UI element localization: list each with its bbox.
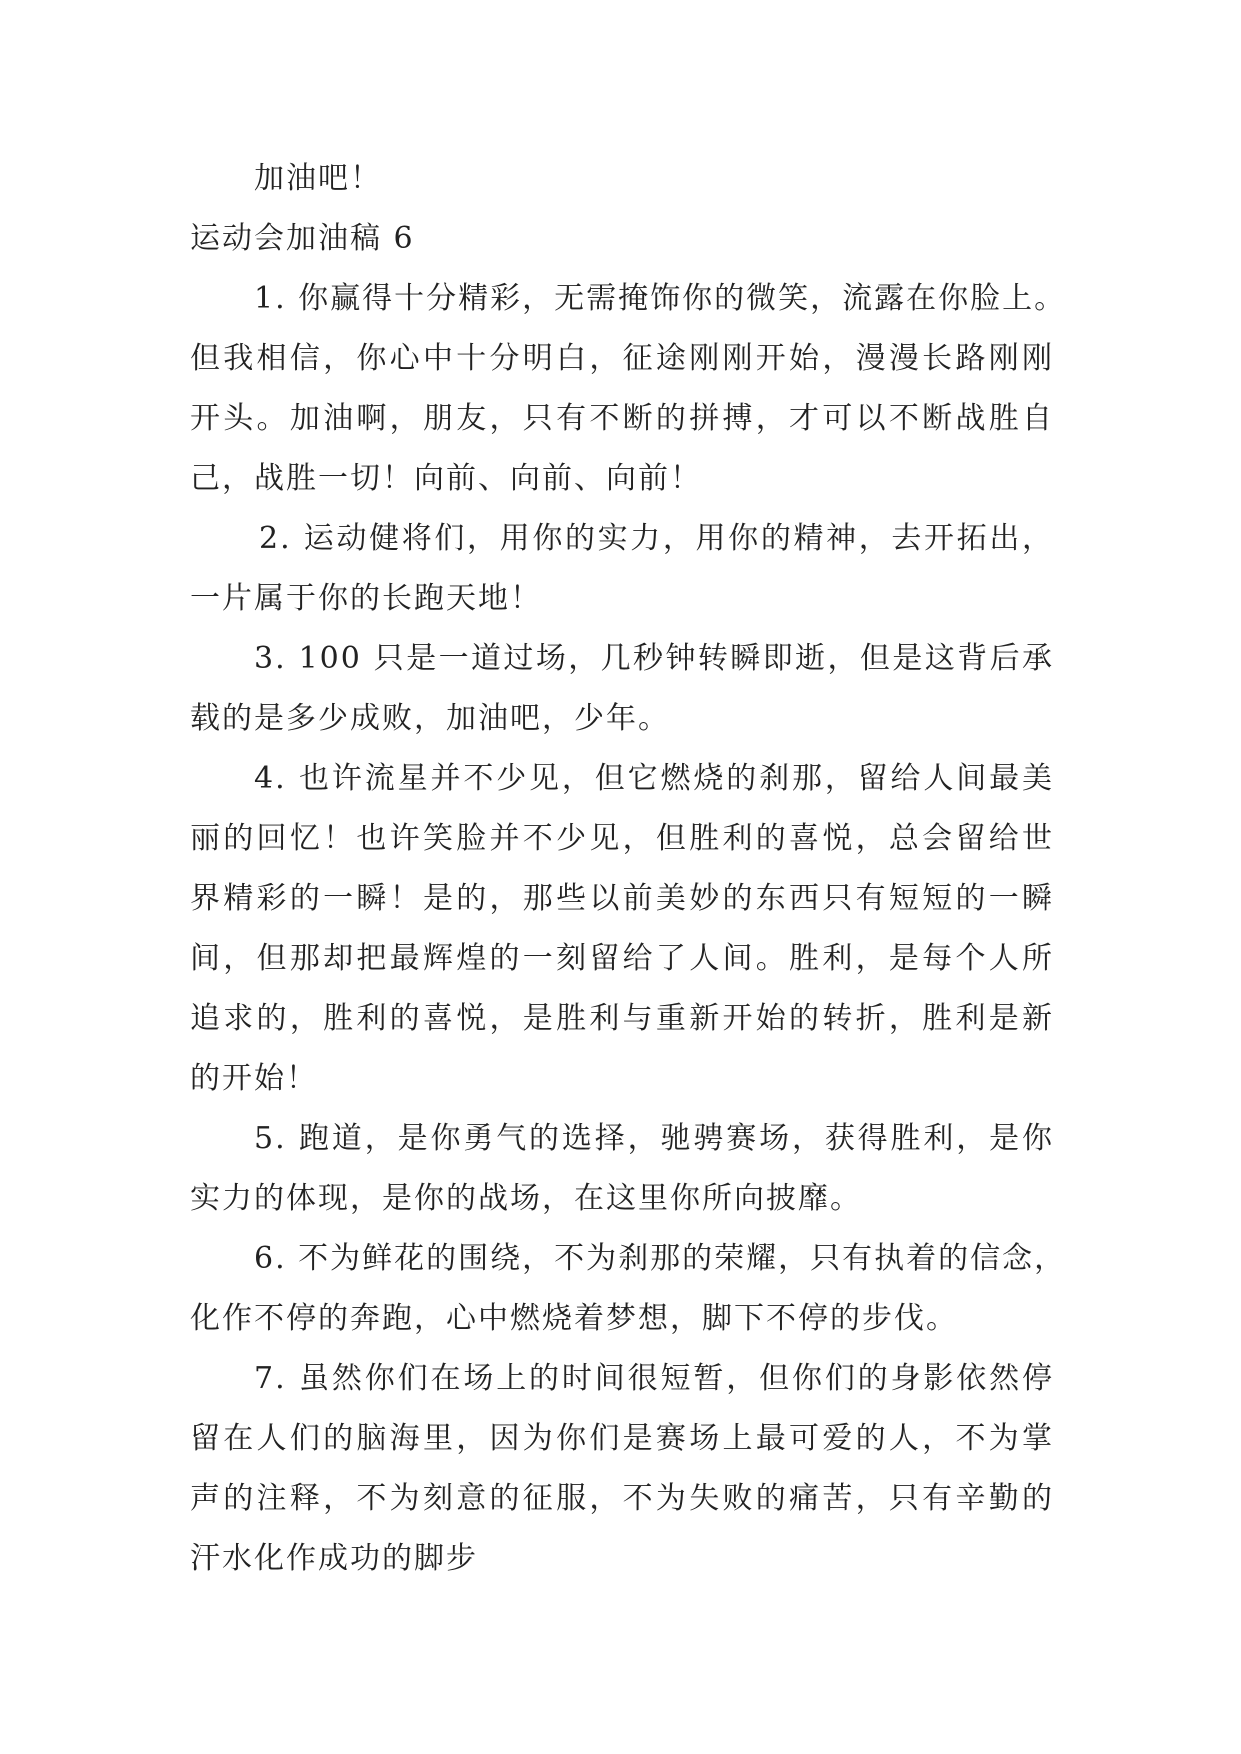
paragraph-5 xyxy=(190,1117,1054,1220)
paragraph-line: 开头。加油啊，朋友，只有不断的拼搏，才可以不断战胜自 xyxy=(190,401,1054,436)
paragraph-line: 1. 你赢得十分精彩，无需掩饰你的微笑，流露在你脸上。 xyxy=(254,281,1067,316)
paragraph-line: 丽的回忆！也许笑脸并不少见，但胜利的喜悦，总会留给世 xyxy=(190,821,1054,856)
paragraph-line: 追求的，胜利的喜悦，是胜利与重新开始的转折，胜利是新 xyxy=(190,1001,1054,1036)
paragraph-line: 4. 也许流星并不少见，但它燃烧的刹那，留给人间最美 xyxy=(254,761,1054,796)
paragraph-3 xyxy=(190,637,1054,740)
paragraph-line: 声的注释，不为刻意的征服，不为失败的痛苦，只有辛勤的 xyxy=(190,1481,1054,1516)
paragraph-line: 界精彩的一瞬！是的，那些以前美妙的东西只有短短的一瞬 xyxy=(190,881,1054,916)
paragraph-line: 但我相信，你心中十分明白，征途刚刚开始，漫漫长路刚刚 xyxy=(190,341,1054,376)
paragraph-line: 的开始！ xyxy=(190,1061,318,1096)
paragraph-4 xyxy=(190,757,1054,1100)
section-title: 运动会加油稿 6 xyxy=(190,221,415,256)
paragraph-2 xyxy=(190,517,1054,620)
paragraph-6 xyxy=(190,1237,1067,1340)
paragraph-line: 3. 100 只是一道过场，几秒钟转瞬即逝，但是这背后承 xyxy=(254,641,1054,676)
paragraph-line: 一片属于你的长跑天地！ xyxy=(190,581,542,616)
paragraph-line: 间，但那却把最辉煌的一刻留给了人间。胜利，是每个人所 xyxy=(190,941,1054,976)
paragraph-line: 己，战胜一切！向前、向前、向前！ xyxy=(190,461,702,496)
paragraph-line: 留在人们的脑海里，因为你们是赛场上最可爱的人，不为掌 xyxy=(190,1421,1054,1456)
paragraph-line: 5. 跑道，是你勇气的选择，驰骋赛场，获得胜利，是你 xyxy=(254,1121,1054,1156)
paragraph-line: 载的是多少成败，加油吧，少年。 xyxy=(190,701,670,736)
paragraph-line: 6. 不为鲜花的围绕，不为刹那的荣耀，只有执着的信念， xyxy=(254,1241,1067,1276)
paragraph-line: 化作不停的奔跑，心中燃烧着梦想，脚下不停的步伐。 xyxy=(190,1301,958,1336)
paragraph-line: 7. 虽然你们在场上的时间很短暂，但你们的身影依然停 xyxy=(254,1361,1054,1396)
document-body xyxy=(190,157,1067,1580)
paragraph-line: 2. 运动健将们，用你的实力，用你的精神，去开拓出， xyxy=(259,521,1054,556)
paragraph-1 xyxy=(190,277,1067,500)
paragraph-line: 汗水化作成功的脚步 xyxy=(190,1541,478,1576)
paragraph-7 xyxy=(190,1357,1054,1580)
intro-line: 加油吧！ xyxy=(254,161,382,196)
paragraph-line: 实力的体现，是你的战场，在这里你所向披靡。 xyxy=(190,1181,862,1216)
